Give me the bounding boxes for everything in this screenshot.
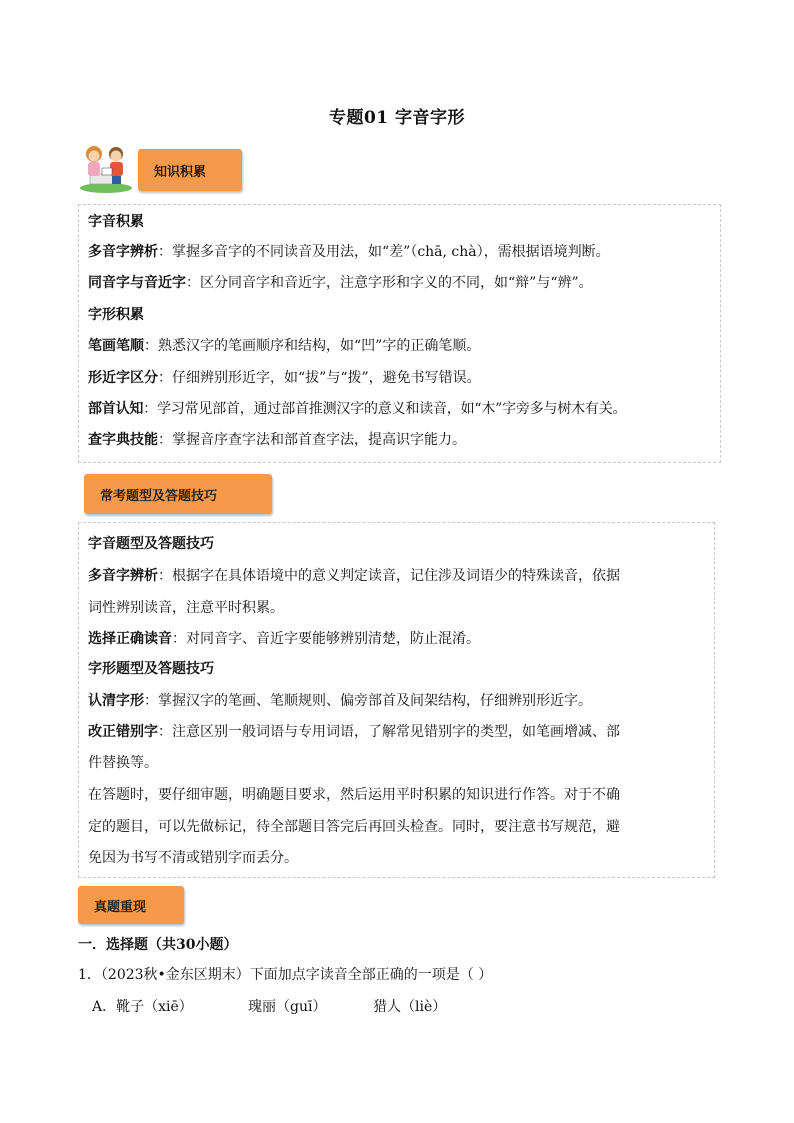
knowledge-item [88, 367, 481, 387]
item-text: ：掌握汉字的笔画、笔顺规则、偏旁部首及间架结构，仔细辨别形近字。 [144, 693, 592, 709]
technique-item [88, 690, 592, 710]
item-text: ：学习常见部首，通过部首推测汉字的意义和读音，如“木”字旁多与树木有关。 [143, 401, 627, 417]
technique-item [88, 721, 620, 741]
page-title: 专题01 字音字形 [328, 108, 466, 128]
knowledge-item [88, 241, 610, 261]
techniques-heading-pronunciation: 字音题型及答题技巧 [88, 536, 214, 552]
knowledge-heading-pronunciation: 字音积累 [88, 214, 144, 230]
knowledge-item [88, 272, 593, 292]
item-text: ：熟悉汉字的笔画顺序和结构，如“凹”字的正确笔顺。 [144, 338, 481, 354]
knowledge-tag: 知识积累 [138, 149, 242, 191]
knowledge-item [88, 398, 626, 418]
question-1: 1．（2023秋•金东区期末）下面加点字读音全部正确的一项是（ ） [78, 967, 493, 983]
knowledge-item [88, 335, 480, 355]
technique-item [88, 565, 620, 585]
item-text: ：根据字在具体语境中的意义判定读音，记住涉及词语少的特殊读音，依据 [158, 568, 620, 584]
item-label: 认清字形 [88, 693, 144, 709]
item-label: 查字典技能 [88, 432, 158, 448]
item-label: 多音字辨析 [88, 568, 158, 584]
question-types-tag: 常考题型及答题技巧 [84, 474, 272, 514]
item-text: ：掌握音序查字法和部首查字法，提高识字能力。 [158, 432, 466, 448]
techniques-heading-form: 字形题型及答题技巧 [88, 661, 214, 677]
item-label: 多音字辨析 [88, 244, 158, 260]
item-label: 改正错别字 [88, 724, 158, 740]
section-heading: 一．选择题（共30小题） [78, 937, 238, 953]
item-label: 形近字区分 [88, 370, 158, 386]
item-label: 笔画笔顺 [88, 338, 144, 354]
question-1-option: 瑰丽（guī） [248, 999, 327, 1015]
item-text: ：对同音字、音近字要能够辨别清楚，防止混淆。 [172, 631, 480, 647]
reading-children-illustration [76, 138, 136, 194]
question-1-option: A．靴子（xiē） [92, 999, 193, 1015]
item-text: ：掌握多音字的不同读音及用法，如“差”（chā, chà），需根据语境判断。 [158, 244, 610, 260]
technique-item-cont: 件替换等。 [88, 755, 158, 771]
item-text: ：区分同音字和音近字，注意字形和字义的不同，如“辩”与“辨”。 [186, 275, 593, 291]
knowledge-item [88, 429, 466, 449]
item-text: ：仔细辨别形近字，如“拔”与“拨”，避免书写错误。 [158, 370, 481, 386]
knowledge-heading-form: 字形积累 [88, 307, 144, 323]
technique-item [88, 628, 480, 648]
advice-line: 在答题时，要仔细审题，明确题目要求，然后运用平时积累的知识进行作答。对于不确 [88, 787, 620, 803]
advice-line: 免因为书写不清或错别字而丢分。 [88, 850, 298, 866]
real-questions-tag: 真题重现 [78, 886, 184, 924]
technique-item-cont: 词性辨别读音，注意平时积累。 [88, 600, 284, 616]
item-label: 选择正确读音 [88, 631, 172, 647]
question-1-option: 猎人（liè） [373, 999, 447, 1015]
item-text: ：注意区别一般词语与专用词语，了解常见错别字的类型，如笔画增减、部 [158, 724, 620, 740]
item-label: 同音字与音近字 [88, 275, 186, 291]
advice-line: 定的题目，可以先做标记，待全部题目答完后再回头检查。同时，要注意书写规范，避 [88, 819, 620, 835]
item-label: 部首认知 [88, 401, 144, 417]
